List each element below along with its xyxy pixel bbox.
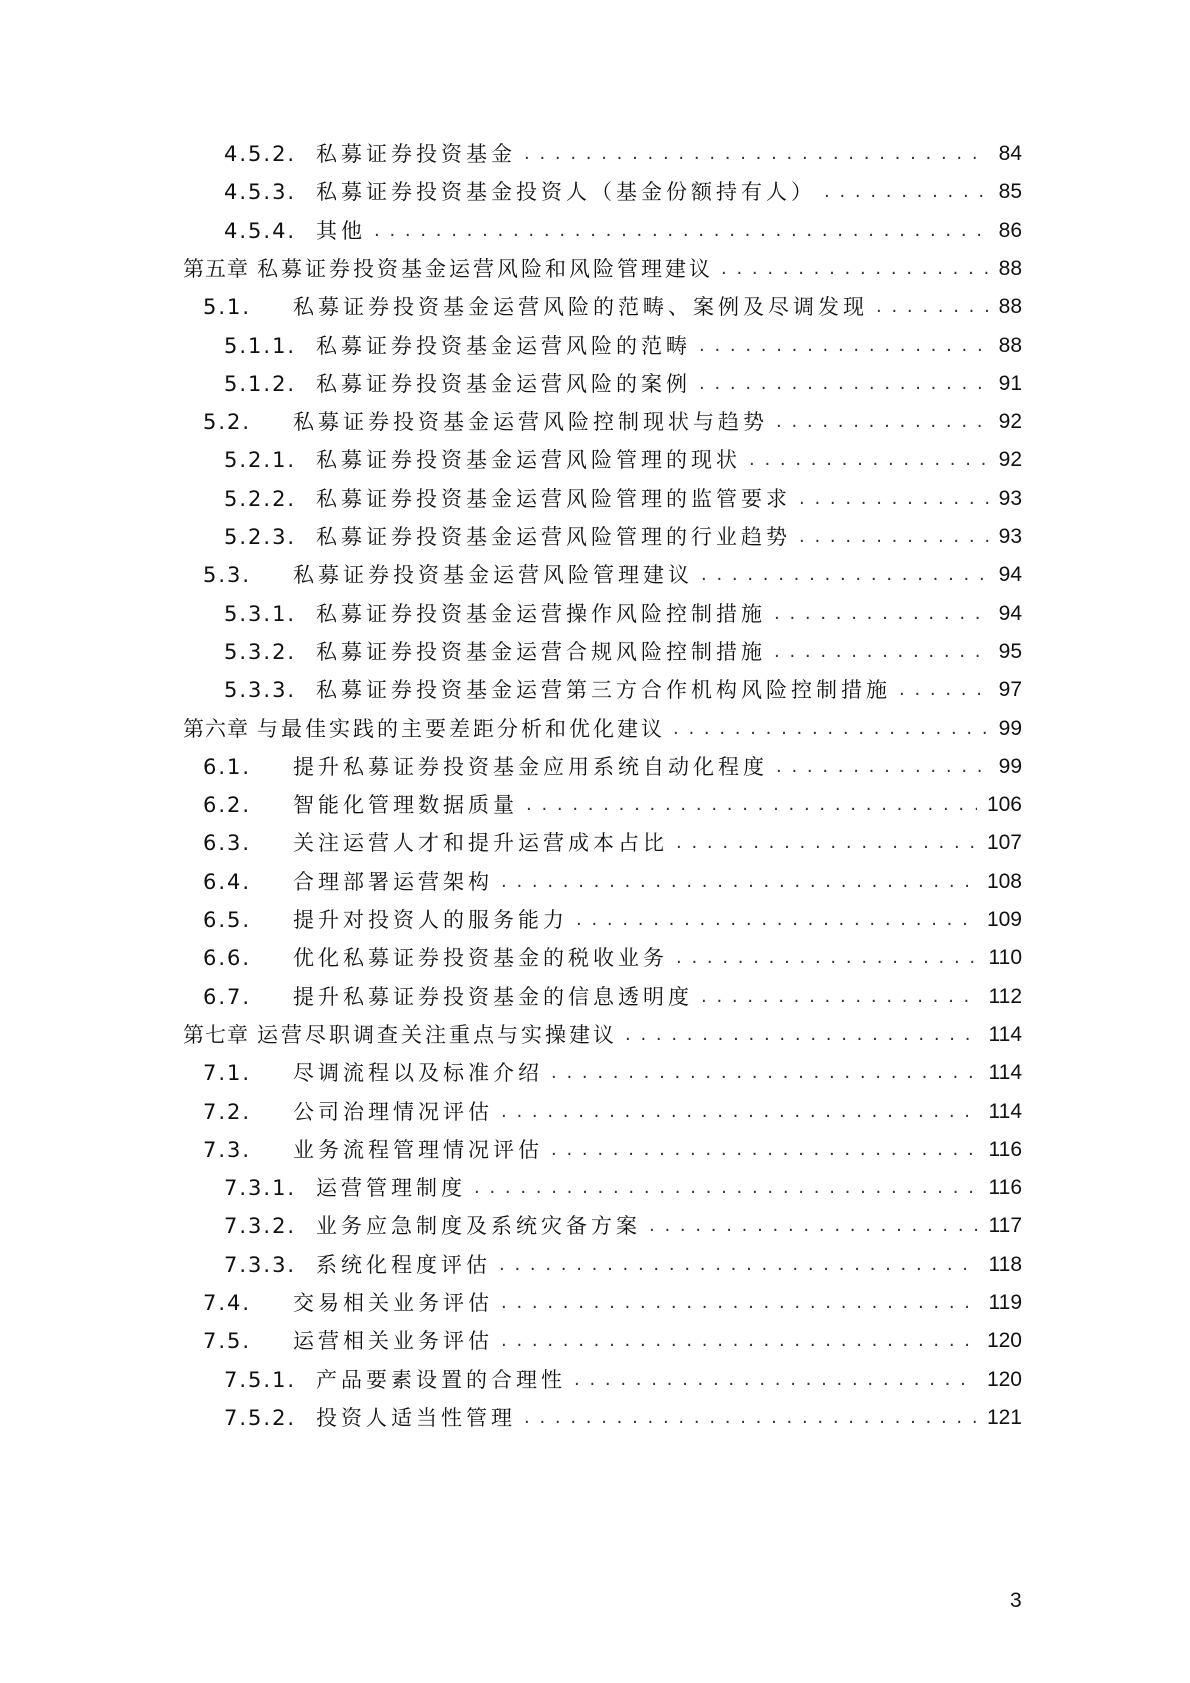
toc-entry-page: 114	[988, 1099, 1022, 1123]
toc-entry[interactable]	[224, 216, 1022, 246]
toc-entry[interactable]	[203, 1135, 1022, 1165]
toc-entry-page: 97	[998, 678, 1022, 702]
dot-leader	[676, 943, 979, 973]
dot-leader	[776, 407, 989, 437]
toc-entry[interactable]	[183, 1020, 1022, 1050]
toc-entry[interactable]	[224, 177, 1022, 207]
toc-entry-page: 121	[986, 1405, 1022, 1429]
toc-entry-number: 6.4.	[203, 869, 252, 894]
toc-entry-page: 95	[998, 639, 1022, 663]
toc-entry-page: 118	[988, 1252, 1022, 1276]
toc-entry-page: 92	[998, 448, 1022, 472]
toc-entry-page: 114	[988, 1061, 1022, 1085]
toc-entry-title: 运营管理制度	[316, 1176, 466, 1201]
toc-entry[interactable]	[203, 867, 1022, 897]
toc-entry-number: 4.5.3.	[224, 180, 297, 205]
toc-entry-title: 私募证券投资基金运营风险控制现状与趋势	[293, 410, 768, 435]
toc-entry-number: 7.3.1.	[224, 1176, 297, 1201]
toc-entry-number: 7.5.	[203, 1329, 252, 1354]
toc-entry-title: 私募证券投资基金运营风险管理的监管要求	[316, 486, 791, 511]
toc-entry-title: 私募证券投资基金运营风险管理的行业趋势	[316, 525, 791, 549]
toc-entry[interactable]	[224, 1211, 1022, 1241]
toc-entry-number: 6.3.	[203, 831, 252, 856]
toc-entry-number: 6.1.	[203, 754, 252, 779]
toc-entry-page: 99	[998, 754, 1022, 778]
toc-entry-title: 提升私募证券投资基金应用系统自动化程度	[293, 754, 768, 779]
toc-entry-number: 7.1.	[203, 1061, 252, 1086]
toc-entry-number: 5.3.1.	[224, 601, 297, 626]
toc-entry[interactable]	[203, 828, 1022, 858]
dot-leader	[899, 675, 989, 705]
dot-leader	[551, 1135, 979, 1165]
toc-entry-title: 关注运营人才和提升运营成本占比	[293, 831, 668, 856]
toc-entry[interactable]	[203, 943, 1022, 973]
toc-entry-page: 112	[988, 984, 1022, 1008]
dot-leader	[625, 1020, 979, 1050]
toc-entry[interactable]	[203, 1326, 1022, 1356]
toc-entry[interactable]	[224, 637, 1022, 667]
toc-entry-page: 94	[998, 563, 1022, 587]
toc-entry-number: 7.3.2.	[224, 1214, 297, 1239]
toc-entry-number: 5.3.3.	[224, 678, 297, 703]
toc-entry[interactable]	[224, 139, 1022, 169]
toc-entry-title: 私募证券投资基金运营第三方合作机构风险控制措施	[316, 678, 891, 703]
dot-leader	[501, 1288, 979, 1318]
toc-entry-page: 99	[998, 716, 1022, 740]
toc-entry[interactable]	[224, 1173, 1022, 1203]
dot-leader	[721, 254, 989, 284]
dot-leader	[524, 1403, 977, 1433]
toc-entry-page: 93	[998, 486, 1022, 510]
toc-entry-title: 私募证券投资基金运营风险和风险管理建议	[257, 256, 713, 281]
dot-leader	[749, 445, 989, 475]
toc-entry-number: 5.2.3.	[224, 525, 297, 549]
toc-entry-page: 117	[988, 1214, 1022, 1238]
toc-entry-title: 合理部署运营架构	[293, 869, 493, 894]
toc-entry-number: 6.2.	[203, 793, 252, 818]
toc-entry-title: 与最佳实践的主要差距分析和优化建议	[257, 716, 665, 741]
toc-entry-number: 5.2.2.	[224, 486, 297, 511]
toc-entry[interactable]	[224, 1250, 1022, 1280]
toc-entry-title: 私募证券投资基金运营风险的范畴	[316, 333, 691, 358]
toc-entry-page: 119	[988, 1291, 1022, 1314]
toc-entry-page: 120	[986, 1367, 1022, 1391]
toc-entry[interactable]	[203, 1288, 1022, 1318]
dot-leader	[524, 139, 989, 169]
toc-entry-title: 业务应急制度及系统灾备方案	[316, 1214, 641, 1239]
toc-entry-page: 91	[998, 371, 1022, 395]
toc-entry-title: 投资人适当性管理	[316, 1405, 516, 1430]
dot-leader	[499, 1250, 979, 1280]
dot-leader	[374, 216, 989, 246]
toc-entry[interactable]	[224, 522, 1022, 552]
toc-entry-number: 4.5.2.	[224, 142, 297, 166]
toc-entry-title: 系统化程度评估	[316, 1252, 491, 1277]
toc-entry-title: 私募证券投资基金运营风险管理的现状	[316, 448, 741, 473]
toc-entry-title: 私募证券投资基金运营操作风险控制措施	[316, 601, 766, 626]
toc-entry-page: 85	[998, 180, 1022, 204]
toc-entry[interactable]	[224, 369, 1022, 399]
toc-entry-title: 私募证券投资基金运营风险管理建议	[293, 563, 693, 588]
dot-leader	[576, 905, 977, 935]
toc-entry[interactable]	[203, 1097, 1022, 1127]
dot-leader	[673, 714, 989, 744]
toc-entry-number: 7.3.	[203, 1137, 252, 1162]
dot-leader	[799, 484, 989, 514]
toc-entry[interactable]	[203, 292, 1022, 322]
dot-leader	[501, 867, 977, 897]
toc-entry-page: 107	[986, 831, 1022, 855]
toc-entry-page: 88	[998, 295, 1022, 319]
dot-leader	[649, 1211, 979, 1241]
toc-entry-number: 6.6.	[203, 946, 252, 971]
toc-entry-title: 智能化管理数据质量	[293, 793, 518, 818]
toc-entry-number: 4.5.4.	[224, 218, 297, 243]
toc-entry[interactable]	[224, 331, 1022, 361]
dot-leader	[824, 177, 989, 207]
toc-entry[interactable]	[224, 599, 1022, 629]
toc-entry-number: 5.3.2.	[224, 639, 297, 664]
toc-entry-page: 106	[986, 793, 1022, 817]
toc-entry-title: 提升私募证券投资基金的信息透明度	[293, 984, 693, 1009]
toc-entry-page: 116	[988, 1137, 1022, 1161]
toc-entry-page: 93	[998, 525, 1022, 548]
toc-entry[interactable]	[183, 714, 1022, 744]
toc-entry-page: 110	[988, 946, 1022, 970]
toc-entry-number: 5.2.	[203, 410, 252, 435]
toc-entry-title: 业务流程管理情况评估	[293, 1137, 543, 1162]
toc-entry-number: 7.4.	[203, 1291, 252, 1315]
toc-entry-number: 6.7.	[203, 984, 252, 1009]
dot-leader	[774, 599, 989, 629]
dot-leader	[551, 1058, 979, 1088]
toc-entry-page: 114	[988, 1022, 1022, 1046]
dot-leader	[776, 752, 989, 782]
toc-entry-number: 5.1.2.	[224, 371, 297, 396]
toc-entry[interactable]	[224, 1365, 1022, 1395]
toc-entry-title: 交易相关业务评估	[293, 1291, 493, 1315]
toc-entry-page: 88	[998, 333, 1022, 357]
toc-entry-title: 私募证券投资基金运营风险的范畴、案例及尽调发现	[293, 295, 868, 320]
toc-entry-page: 88	[998, 256, 1022, 280]
page-number: 3	[1010, 1589, 1022, 1612]
toc-entry-page: 92	[998, 410, 1022, 434]
toc-entry-title: 私募证券投资基金运营风险的案例	[316, 371, 691, 396]
toc-entry-title: 私募证券投资基金投资人（基金份额持有人）	[316, 180, 816, 205]
toc-entry-number: 7.5.2.	[224, 1405, 297, 1430]
dot-leader	[774, 637, 989, 667]
toc-entry[interactable]	[203, 982, 1022, 1012]
toc-entry-page: 108	[986, 869, 1022, 893]
toc-entry-page: 116	[988, 1176, 1022, 1200]
dot-leader	[699, 369, 989, 399]
toc-entry-title: 运营尽职调查关注重点与实操建议	[257, 1022, 617, 1047]
toc-entry-number: 7.2.	[203, 1099, 252, 1124]
dot-leader	[676, 828, 977, 858]
toc-entry[interactable]	[203, 752, 1022, 782]
toc-entry[interactable]	[224, 484, 1022, 514]
toc-entry-page: 120	[986, 1329, 1022, 1353]
toc-entry[interactable]	[203, 905, 1022, 935]
toc-entry-number: 第六章	[183, 716, 249, 741]
toc-entry[interactable]	[203, 790, 1022, 820]
toc-entry-title: 公司治理情况评估	[293, 1099, 493, 1124]
toc-entry-number: 5.1.	[203, 295, 252, 320]
dot-leader	[701, 982, 979, 1012]
toc-entry[interactable]	[224, 1403, 1022, 1433]
toc-entry-title: 产品要素设置的合理性	[316, 1367, 566, 1392]
toc-entry-title: 尽调流程以及标准介绍	[293, 1061, 543, 1086]
toc-entry-page: 94	[998, 601, 1022, 625]
toc-entry[interactable]	[183, 254, 1022, 284]
dot-leader	[701, 560, 989, 590]
toc-entry-title: 优化私募证券投资基金的税收业务	[293, 946, 668, 971]
toc-entry[interactable]	[203, 407, 1022, 437]
toc-entry-number: 7.3.3.	[224, 1252, 297, 1277]
dot-leader	[876, 292, 989, 322]
toc-entry-title: 提升对投资人的服务能力	[293, 908, 568, 932]
toc-entry[interactable]	[203, 1058, 1022, 1088]
toc-entry-number: 5.2.1.	[224, 448, 297, 473]
dot-leader	[574, 1365, 977, 1395]
toc-entry[interactable]	[224, 675, 1022, 705]
toc-entry-title: 私募证券投资基金运营合规风险控制措施	[316, 639, 766, 664]
toc-entry-number: 5.1.1.	[224, 333, 297, 358]
toc-entry-page: 109	[986, 908, 1022, 931]
dot-leader	[799, 522, 989, 552]
toc-entry-title: 私募证券投资基金	[316, 142, 516, 166]
dot-leader	[699, 331, 989, 361]
toc-entry-title: 其他	[316, 218, 366, 243]
toc-entry-number: 第五章	[183, 256, 249, 281]
toc-entry-title: 运营相关业务评估	[293, 1329, 493, 1354]
toc-entry[interactable]	[224, 445, 1022, 475]
dot-leader	[526, 790, 977, 820]
toc-entry-page: 84	[998, 142, 1022, 165]
dot-leader	[474, 1173, 979, 1203]
toc-entry-number: 5.3.	[203, 563, 252, 588]
toc-entry-number: 7.5.1.	[224, 1367, 297, 1392]
toc-entry[interactable]	[203, 560, 1022, 590]
toc-entry-number: 6.5.	[203, 908, 252, 932]
toc-entry-page: 86	[998, 218, 1022, 242]
dot-leader	[501, 1097, 979, 1127]
toc-entry-number: 第七章	[183, 1022, 249, 1047]
dot-leader	[501, 1326, 977, 1356]
